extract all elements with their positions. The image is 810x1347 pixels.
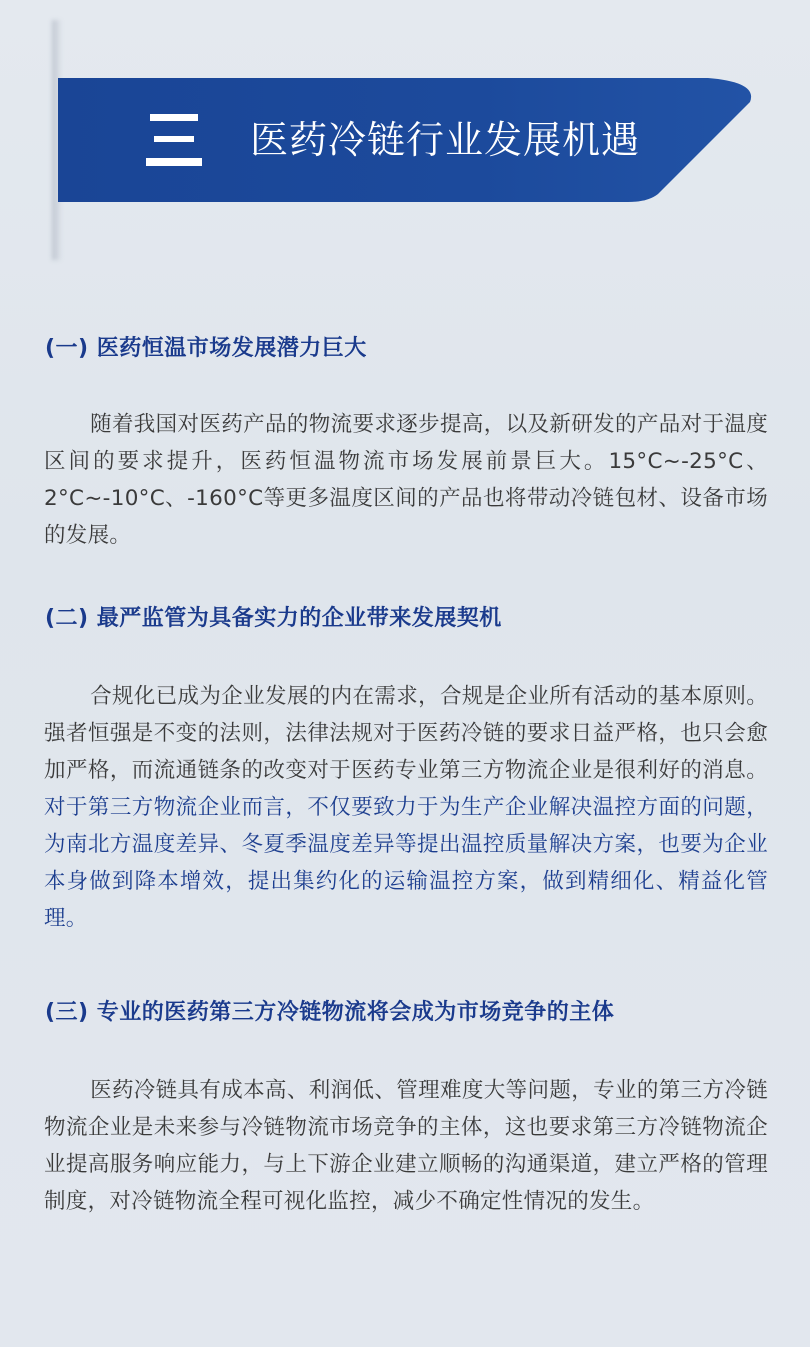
section-heading-1: (一) 医药恒温市场发展潜力巨大 <box>45 336 367 361</box>
section-body-3 <box>44 1072 768 1220</box>
section-body-2-text: 合规化已成为企业发展的内在需求，合规是企业所有活动的基本原则。强者恒强是不变的法则，法律法规对于医药冷链的要求日益严格，也只会愈加严格，而流通链条的改变对于医药专业第三方物流企业是很利好的消息。 <box>44 684 768 783</box>
banner-chapter-number <box>146 106 206 166</box>
section-body-2 <box>44 678 768 937</box>
section-body-1 <box>44 406 768 554</box>
section-heading-2: (二) 最严监管为具备实力的企业带来发展契机 <box>45 606 502 631</box>
section-heading-3: (三) 专业的医药第三方冷链物流将会成为市场竞争的主体 <box>45 1000 615 1025</box>
section-body-2-highlight: 对于第三方物流企业而言，不仅要致力于为生产企业解决温控方面的问题，为南北方温度差异、冬夏季温度差异等提出温控质量解决方案，也要为企业本身做到降本增效，提出集约化的运输温控方案，做到精细化、精益化管理。 <box>44 795 768 931</box>
section-body-1-text: 随着我国对医药产品的物流要求逐步提高，以及新研发的产品对于温度区间的要求提升，医药恒温物流市场发展前景巨大。15°C~-25°C、2°C~-10°C、-160°C等更多温度区间的产品也将带动冷链包材、设备市场的发展。 <box>44 412 768 548</box>
section-body-3-text: 医药冷链具有成本高、利润低、管理难度大等问题，专业的第三方冷链物流企业是未来参与冷链物流市场竞争的主体，这也要求第三方冷链物流企业提高服务响应能力，与上下游企业建立顺畅的沟通渠道，建立严格的管理制度，对冷链物流全程可视化监控，减少不确定性情况的发生。 <box>44 1078 768 1214</box>
banner-title: 医药冷链行业发展机遇 <box>250 118 641 162</box>
